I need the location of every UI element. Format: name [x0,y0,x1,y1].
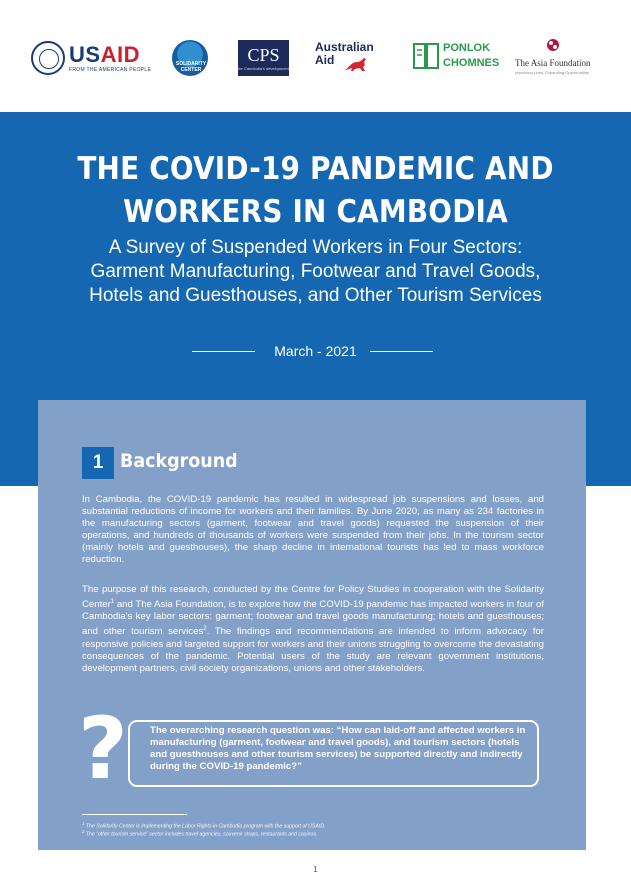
paragraph-2-part-c: . The findings and recommendations are intended to inform advocacy for responsive policies and targeted support for workers and their unions struggling to overcome the devastating consequences of the pandemic. Potential users of the study are relevant government institutions, development partners, civil society organizations, unions and other stakeholders. [82,626,544,674]
date-rule-right [370,351,433,352]
usaid-logo-us: US [69,42,101,67]
footnote-2-text: The “other tourism service” sector includes travel agencies, souvenir shops, restaurants and casinos. [84,831,318,838]
usaid-logo-aid: AID [100,42,140,67]
report-title-line2: WORKERS IN CAMBODIA [123,194,508,230]
kangaroo-icon [343,56,369,72]
question-mark-icon: ? [78,699,128,799]
cps-logo-subtitle: for Cambodia's development [238,66,289,71]
background-paragraph-1: In Cambodia, the COVID-19 pandemic has resulted in widespread job suspensions and losses, and substantial reductions of income for workers and their families. By June 2020, as many as 234 factories in the manufacturing sectors (garment, footwear and travel goods) requested the suspension of their operations, and hundreds of thousands of workers were suspended from their jobs. In the tourism sector (mainly hotels and guesthouses), the sharp decline in international tourists has led to mass workforce reduction. [82,494,544,566]
footnote-2-number: 2 [82,829,85,834]
section-number: 1 [82,447,114,479]
report-title [32,148,600,234]
paragraph-2-part-a: The purpose of this research, conducted by the Centre for Policy Studies in cooperation with the Solidarity Center [82,584,544,611]
usaid-tagline: FROM THE AMERICAN PEOPLE [69,67,152,73]
ponlok-chomnes-logo [443,41,499,71]
section-title: Background [120,450,238,472]
report-subtitle-line1: A Survey of Suspended Workers in Four Sectors: [108,237,523,258]
ponlok-line1: PONLOK [443,42,491,54]
research-question-text: The overarching research question was: “How can laid-off and affected workers in manufacturing (garment, footwear and travel goods), and tourism sectors (hotels and guesthouses and other tourism services) be supported directly and indirectly during the COVID-19 pandemic?” [150,725,526,773]
australian-aid-line1: Australian [315,40,374,54]
footnote-ref-1: 1 [110,599,115,606]
background-paragraph-2 [82,584,544,675]
footnote-divider [82,814,187,815]
report-title-line1: THE COVID-19 PANDEMIC AND [77,151,554,187]
report-subtitle-line3: Hotels and Guesthouses, and Other Tourism Services [89,285,542,306]
report-subtitle [0,236,631,308]
ponlok-line2: CHOMNES [443,57,500,69]
australian-aid-line2: Aid [315,53,335,67]
paragraph-2-part-b: and The Asia Foundation, is to explore how the COVID-19 pandemic has impacted workers in four of Cambodia's key labor sectors: garment; footwear and travel goods manufacturing; hotels and guesthouses; and other tourism services [82,599,544,638]
footnote-1-number: 1 [82,821,85,826]
usaid-logo [69,42,140,68]
asia-foundation-logo: The Asia Foundation [515,58,591,68]
ponlok-chomnes-book-icon [413,42,439,70]
report-subtitle-line2: Garment Manufacturing, Footwear and Travel Goods, [90,261,541,282]
asia-foundation-mark-icon [546,38,560,52]
cps-logo: CPS [238,40,289,76]
report-date: March - 2021 [274,343,357,359]
partner-logos-bar [0,0,631,112]
page-number: 1 [313,865,318,874]
solidarity-center-label: SOLIDARITY CENTER [175,61,207,73]
footnote-1-text: The Solidarity Center is implementing the Labor Rights in Cambodia program with the support of USAID. [84,823,326,830]
footnote-ref-2: 2 [203,626,207,633]
asia-foundation-tagline: Improving Lives, Expanding Opportunities [515,70,590,75]
usaid-seal-icon [31,41,65,75]
footnote-2 [82,828,542,839]
